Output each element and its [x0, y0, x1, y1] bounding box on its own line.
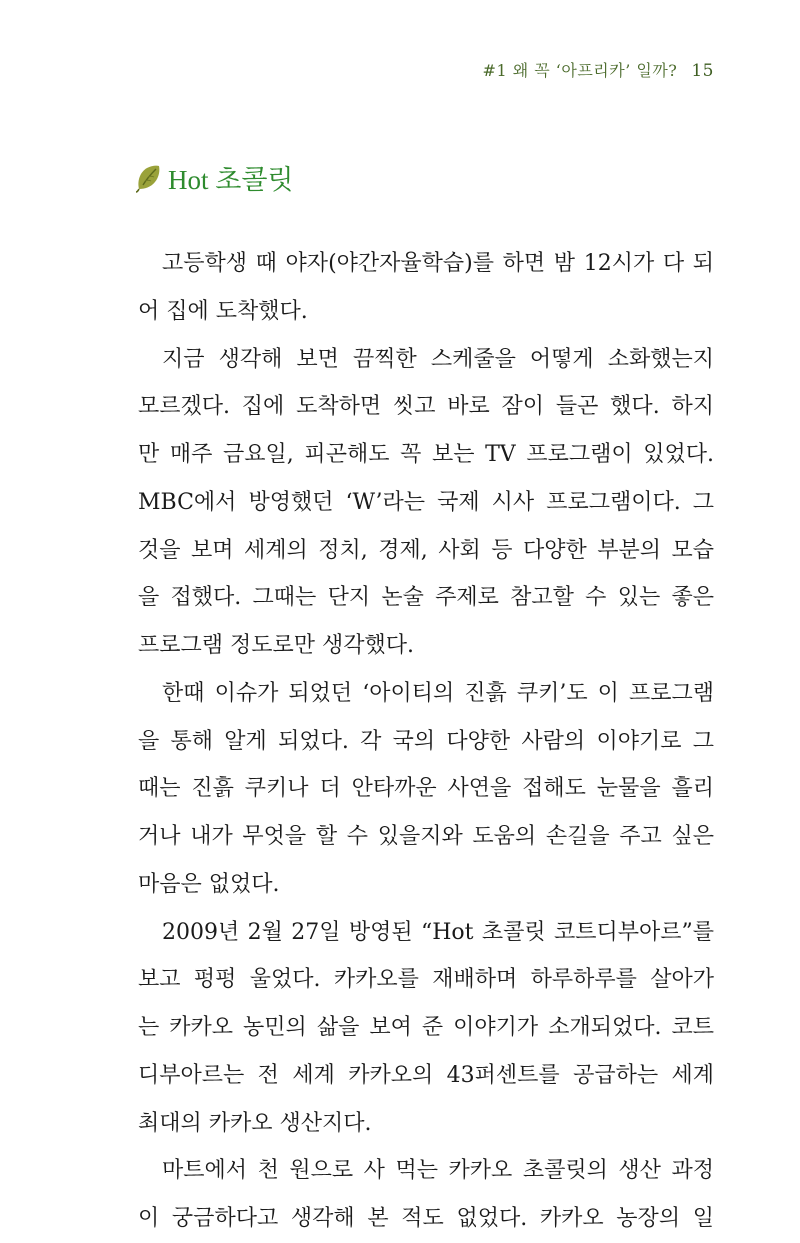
- leaf-icon: [134, 163, 162, 193]
- text-line: 거나 내가 무엇을 할 수 있을지와 도움의 손길을 주고 싶은: [138, 824, 714, 849]
- text-line: 것을 보며 세계의 정치, 경제, 사회 등 다양한 부분의 모습: [138, 537, 714, 563]
- text-line: 보고 펑펑 울었다. 카카오를 재배하며 하루하루를 살아가: [138, 967, 714, 993]
- text-line: 을 통해 알게 되었다. 각 국의 다양한 사람의 이야기로 그: [138, 728, 714, 754]
- text-line: 때는 진흙 쿠키나 더 안타까운 사연을 접해도 눈물을 흘리: [138, 776, 714, 802]
- body-text: [138, 240, 714, 1243]
- text-line: 이 궁금하다고 생각해 본 적도 없었다. 카카오 농장의 일: [138, 1206, 714, 1231]
- text-line: 만 매주 금요일, 피곤해도 꼭 보는 TV 프로그램이 있었다.: [138, 442, 714, 467]
- text-line: 을 접했다. 그때는 단지 논술 주제로 참고할 수 있는 좋은: [138, 585, 714, 611]
- text-line: 어 집에 도착했다.: [138, 298, 308, 324]
- section-heading: [134, 158, 294, 197]
- text-line: 한때 이슈가 되었던 ‘아이티의 진흙 쿠키’도 이 프로그램: [162, 680, 714, 706]
- section-title: Hot 초콜릿: [168, 165, 294, 195]
- text-line: 마음은 없었다.: [138, 871, 280, 897]
- text-line: 는 카카오 농민의 삶을 보여 준 이야기가 소개되었다. 코트: [138, 1015, 714, 1040]
- text-line: 모르겠다. 집에 도착하면 씻고 바로 잠이 들곤 했다. 하지: [138, 394, 714, 420]
- text-line: MBC에서 방영했던 ‘W’라는 국제 시사 프로그램이다. 그: [138, 489, 714, 515]
- page-number: 15: [691, 61, 714, 81]
- running-title: #1 왜 꼭 ‘아프리카’ 일까?: [482, 61, 678, 80]
- text-line: 고등학생 때 야자(야간자율학습)를 하면 밤 12시가 다 되: [162, 251, 714, 276]
- running-header: [483, 58, 714, 81]
- text-line: 2009년 2월 27일 방영된 “Hot 초콜릿 코트디부아르”를: [162, 919, 714, 945]
- text-line: 최대의 카카오 생산지다.: [138, 1110, 372, 1136]
- text-line: 프로그램 정도로만 생각했다.: [138, 633, 415, 658]
- text-line: 마트에서 천 원으로 사 먹는 카카오 초콜릿의 생산 과정: [162, 1158, 714, 1184]
- text-line: 지금 생각해 보면 끔찍한 스케줄을 어떻게 소화했는지: [162, 346, 714, 372]
- text-line: 디부아르는 전 세계 카카오의 43퍼센트를 공급하는 세계: [138, 1062, 714, 1088]
